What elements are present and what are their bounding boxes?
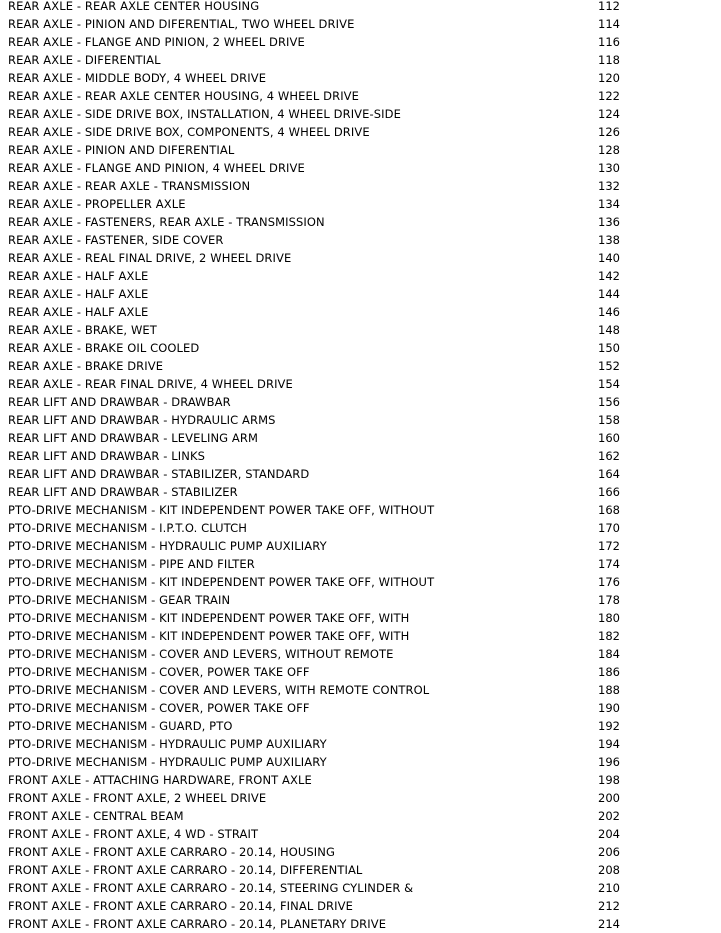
- toc-entry-page-number: 120: [598, 71, 620, 85]
- toc-entry[interactable]: [0, 663, 721, 681]
- toc-entry-title[interactable]: PTO-DRIVE MECHANISM - KIT INDEPENDENT POWER TAKE OFF, WITH: [8, 629, 410, 643]
- toc-entry[interactable]: [0, 213, 721, 231]
- toc-entry[interactable]: [0, 177, 721, 195]
- toc-entry-page-number: 150: [598, 341, 620, 355]
- toc-entry-page-number: 144: [598, 287, 620, 301]
- toc-entry[interactable]: [0, 807, 721, 825]
- toc-entry-title[interactable]: PTO-DRIVE MECHANISM - HYDRAULIC PUMP AUXILIARY: [8, 539, 327, 553]
- toc-entry-title[interactable]: REAR AXLE - HALF AXLE: [8, 287, 149, 301]
- toc-entry-title[interactable]: PTO-DRIVE MECHANISM - COVER, POWER TAKE OFF: [8, 701, 310, 715]
- toc-entry-title[interactable]: FRONT AXLE - FRONT AXLE CARRARO - 20.14, STEERING CYLINDER &: [8, 881, 414, 895]
- toc-entry[interactable]: [0, 195, 721, 213]
- toc-entry-title[interactable]: REAR AXLE - FASTENERS, REAR AXLE - TRANSMISSION: [8, 215, 325, 229]
- toc-entry-page-number: 212: [598, 899, 620, 913]
- toc-entry-title[interactable]: REAR LIFT AND DRAWBAR - LEVELING ARM: [8, 431, 258, 445]
- toc-entry-page-number: 116: [598, 35, 620, 49]
- toc-entry-page-number: 188: [598, 683, 620, 697]
- toc-entry-title[interactable]: PTO-DRIVE MECHANISM - HYDRAULIC PUMP AUXILIARY: [8, 737, 327, 751]
- toc-entry[interactable]: [0, 159, 721, 177]
- toc-entry-page-number: 202: [598, 809, 620, 823]
- toc-entry[interactable]: [0, 825, 721, 843]
- toc-entry[interactable]: [0, 465, 721, 483]
- toc-entry-page-number: 210: [598, 881, 620, 895]
- toc-entry[interactable]: [0, 339, 721, 357]
- toc-entry[interactable]: [0, 915, 721, 933]
- toc-entry-page-number: 158: [598, 413, 620, 427]
- toc-entry-page-number: 152: [598, 359, 620, 373]
- toc-entry[interactable]: [0, 879, 721, 897]
- toc-entry-page-number: 160: [598, 431, 620, 445]
- toc-entry-page-number: 146: [598, 305, 620, 319]
- toc-entry-page-number: 164: [598, 467, 620, 481]
- toc-entry[interactable]: [0, 681, 721, 699]
- toc-entry[interactable]: [0, 573, 721, 591]
- toc-entry-page-number: 194: [598, 737, 620, 751]
- toc-entry-title[interactable]: REAR AXLE - SIDE DRIVE BOX, COMPONENTS, 4 WHEEL DRIVE: [8, 125, 370, 139]
- toc-entry-page-number: 196: [598, 755, 620, 769]
- toc-entry-title[interactable]: REAR AXLE - BRAKE DRIVE: [8, 359, 164, 373]
- toc-entry-title[interactable]: PTO-DRIVE MECHANISM - KIT INDEPENDENT POWER TAKE OFF, WITHOUT: [8, 575, 435, 589]
- toc-entry[interactable]: [0, 123, 721, 141]
- toc-entry-page-number: 190: [598, 701, 620, 715]
- toc-entry-title[interactable]: REAR AXLE - MIDDLE BODY, 4 WHEEL DRIVE: [8, 71, 267, 85]
- toc-entry-page-number: 112: [598, 0, 620, 13]
- toc-entry-page-number: 124: [598, 107, 620, 121]
- toc-entry-page-number: 134: [598, 197, 620, 211]
- toc-entry-title[interactable]: REAR AXLE - HALF AXLE: [8, 305, 149, 319]
- toc-entry-title[interactable]: REAR AXLE - REAR AXLE CENTER HOUSING, 4 WHEEL DRIVE: [8, 89, 360, 103]
- toc-entry-title[interactable]: FRONT AXLE - ATTACHING HARDWARE, FRONT AXLE: [8, 773, 312, 787]
- toc-entry[interactable]: [0, 699, 721, 717]
- toc-entry-title[interactable]: REAR LIFT AND DRAWBAR - DRAWBAR: [8, 395, 231, 409]
- toc-entry-title[interactable]: REAR AXLE - PROPELLER AXLE: [8, 197, 186, 211]
- toc-entry-page-number: 136: [598, 215, 620, 229]
- toc-entry[interactable]: [0, 753, 721, 771]
- toc-entry[interactable]: [0, 555, 721, 573]
- toc-entry[interactable]: [0, 249, 721, 267]
- toc-entry[interactable]: [0, 105, 721, 123]
- toc-entry-page-number: 130: [598, 161, 620, 175]
- toc-entry-page-number: 198: [598, 773, 620, 787]
- toc-entry-title[interactable]: FRONT AXLE - FRONT AXLE CARRARO - 20.14, FINAL DRIVE: [8, 899, 353, 913]
- toc-entry-page-number: 132: [598, 179, 620, 193]
- toc-entry-title[interactable]: PTO-DRIVE MECHANISM - KIT INDEPENDENT POWER TAKE OFF, WITH: [8, 611, 410, 625]
- toc-entry-title[interactable]: REAR AXLE - REAR AXLE - TRANSMISSION: [8, 179, 251, 193]
- toc-entry[interactable]: [0, 411, 721, 429]
- toc-entry-title[interactable]: REAR AXLE - PINION AND DIFERENTIAL: [8, 143, 235, 157]
- toc-entry[interactable]: [0, 447, 721, 465]
- toc-entry-title[interactable]: REAR AXLE - BRAKE, WET: [8, 323, 157, 337]
- toc-entry-page-number: 156: [598, 395, 620, 409]
- toc-entry[interactable]: [0, 0, 721, 15]
- toc-entry[interactable]: [0, 375, 721, 393]
- toc-entry-page-number: 192: [598, 719, 620, 733]
- toc-entry-title[interactable]: REAR AXLE - FLANGE AND PINION, 2 WHEEL DRIVE: [8, 35, 305, 49]
- toc-entry[interactable]: [0, 357, 721, 375]
- toc-entry[interactable]: [0, 519, 721, 537]
- toc-entry-page-number: 154: [598, 377, 620, 391]
- toc-entry-title[interactable]: PTO-DRIVE MECHANISM - PIPE AND FILTER: [8, 557, 255, 571]
- toc-entry[interactable]: [0, 537, 721, 555]
- toc-entry[interactable]: [0, 15, 721, 33]
- toc-entry-page-number: 140: [598, 251, 620, 265]
- toc-entry-title[interactable]: REAR AXLE - REAR FINAL DRIVE, 4 WHEEL DRIVE: [8, 377, 293, 391]
- toc-entry-page-number: 148: [598, 323, 620, 337]
- toc-entry-title[interactable]: REAR LIFT AND DRAWBAR - LINKS: [8, 449, 205, 463]
- toc-entry[interactable]: [0, 645, 721, 663]
- toc-entry-title[interactable]: FRONT AXLE - FRONT AXLE CARRARO - 20.14, PLANETARY DRIVE: [8, 917, 387, 931]
- toc-entry[interactable]: [0, 87, 721, 105]
- toc-entry-page-number: 142: [598, 269, 620, 283]
- toc-entry[interactable]: [0, 897, 721, 915]
- toc-entry[interactable]: [0, 609, 721, 627]
- toc-entry[interactable]: [0, 501, 721, 519]
- toc-entry-page-number: 206: [598, 845, 620, 859]
- toc-entry-title[interactable]: REAR AXLE - BRAKE OIL COOLED: [8, 341, 200, 355]
- toc-entry[interactable]: [0, 285, 721, 303]
- toc-entry-title[interactable]: REAR AXLE - FASTENER, SIDE COVER: [8, 233, 224, 247]
- toc-entry-page-number: 170: [598, 521, 620, 535]
- toc-entry[interactable]: [0, 393, 721, 411]
- toc-entry-page-number: 172: [598, 539, 620, 553]
- toc-entry[interactable]: [0, 141, 721, 159]
- toc-entry-title[interactable]: PTO-DRIVE MECHANISM - COVER AND LEVERS, WITH REMOTE CONTROL: [8, 683, 430, 697]
- toc-entry-title[interactable]: PTO-DRIVE MECHANISM - KIT INDEPENDENT POWER TAKE OFF, WITHOUT: [8, 503, 435, 517]
- toc-entry-page-number: 178: [598, 593, 620, 607]
- toc-entry-title[interactable]: REAR AXLE - DIFERENTIAL: [8, 53, 161, 67]
- toc-entry[interactable]: [0, 717, 721, 735]
- toc-entry-title[interactable]: PTO-DRIVE MECHANISM - GUARD, PTO: [8, 719, 233, 733]
- toc-entry-title[interactable]: REAR LIFT AND DRAWBAR - STABILIZER: [8, 485, 238, 499]
- toc-entry[interactable]: [0, 789, 721, 807]
- toc-entry-page-number: 186: [598, 665, 620, 679]
- toc-entry[interactable]: [0, 483, 721, 501]
- toc-entry-page-number: 208: [598, 863, 620, 877]
- toc-entry[interactable]: [0, 231, 721, 249]
- toc-entry[interactable]: [0, 33, 721, 51]
- toc-entry[interactable]: [0, 267, 721, 285]
- toc-entry[interactable]: [0, 591, 721, 609]
- toc-entry-title[interactable]: PTO-DRIVE MECHANISM - COVER AND LEVERS, WITHOUT REMOTE: [8, 647, 394, 661]
- toc-entry-page-number: 122: [598, 89, 620, 103]
- toc-entry-page-number: 126: [598, 125, 620, 139]
- toc-entry-title[interactable]: REAR AXLE - HALF AXLE: [8, 269, 149, 283]
- toc-entry[interactable]: [0, 771, 721, 789]
- toc-entry-page-number: 162: [598, 449, 620, 463]
- toc-entry-title[interactable]: FRONT AXLE - FRONT AXLE CARRARO - 20.14, DIFFERENTIAL: [8, 863, 363, 877]
- toc-entry[interactable]: [0, 303, 721, 321]
- toc-entry-page-number: 180: [598, 611, 620, 625]
- toc-entry-page-number: 166: [598, 485, 620, 499]
- toc-entry-title[interactable]: REAR AXLE - FLANGE AND PINION, 4 WHEEL DRIVE: [8, 161, 305, 175]
- toc-entry-title[interactable]: REAR LIFT AND DRAWBAR - HYDRAULIC ARMS: [8, 413, 276, 427]
- toc-entry-title[interactable]: FRONT AXLE - FRONT AXLE CARRARO - 20.14, HOUSING: [8, 845, 335, 859]
- toc-entry-page-number: 214: [598, 917, 620, 931]
- toc-entry-title[interactable]: REAR LIFT AND DRAWBAR - STABILIZER, STANDARD: [8, 467, 310, 481]
- toc-entry-page-number: 118: [598, 53, 620, 67]
- toc-entry[interactable]: [0, 321, 721, 339]
- toc-entry-page-number: 138: [598, 233, 620, 247]
- toc-entry-title[interactable]: PTO-DRIVE MECHANISM - I.P.T.O. CLUTCH: [8, 521, 247, 535]
- toc-entry-title[interactable]: PTO-DRIVE MECHANISM - HYDRAULIC PUMP AUXILIARY: [8, 755, 327, 769]
- toc-entry[interactable]: [0, 69, 721, 87]
- toc-entry-title[interactable]: REAR AXLE - REAL FINAL DRIVE, 2 WHEEL DRIVE: [8, 251, 292, 265]
- toc-entry[interactable]: [0, 735, 721, 753]
- toc-entry-title[interactable]: FRONT AXLE - FRONT AXLE, 2 WHEEL DRIVE: [8, 791, 267, 805]
- toc-entry-title[interactable]: PTO-DRIVE MECHANISM - GEAR TRAIN: [8, 593, 231, 607]
- toc-entry-title[interactable]: FRONT AXLE - CENTRAL BEAM: [8, 809, 184, 823]
- toc-entry[interactable]: [0, 861, 721, 879]
- toc-entry[interactable]: [0, 51, 721, 69]
- toc-entry-page-number: 174: [598, 557, 620, 571]
- toc-entry-title[interactable]: FRONT AXLE - FRONT AXLE, 4 WD - STRAIT: [8, 827, 259, 841]
- toc-entry-page-number: 182: [598, 629, 620, 643]
- toc-entry-page-number: 168: [598, 503, 620, 517]
- toc-entry-page-number: 204: [598, 827, 620, 841]
- toc-entry[interactable]: [0, 843, 721, 861]
- toc-entry-page-number: 128: [598, 143, 620, 157]
- toc-entry-page-number: 114: [598, 17, 620, 31]
- toc-entry-title[interactable]: REAR AXLE - PINION AND DIFERENTIAL, TWO WHEEL DRIVE: [8, 17, 355, 31]
- toc-entry-title[interactable]: PTO-DRIVE MECHANISM - COVER, POWER TAKE OFF: [8, 665, 310, 679]
- toc-entry[interactable]: [0, 429, 721, 447]
- toc-entry-page-number: 184: [598, 647, 620, 661]
- toc-entry-title[interactable]: REAR AXLE - REAR AXLE CENTER HOUSING: [8, 0, 260, 13]
- toc-entry[interactable]: [0, 627, 721, 645]
- toc-entry-title[interactable]: REAR AXLE - SIDE DRIVE BOX, INSTALLATION, 4 WHEEL DRIVE-SIDE: [8, 107, 401, 121]
- toc-entry-page-number: 200: [598, 791, 620, 805]
- toc-entry-page-number: 176: [598, 575, 620, 589]
